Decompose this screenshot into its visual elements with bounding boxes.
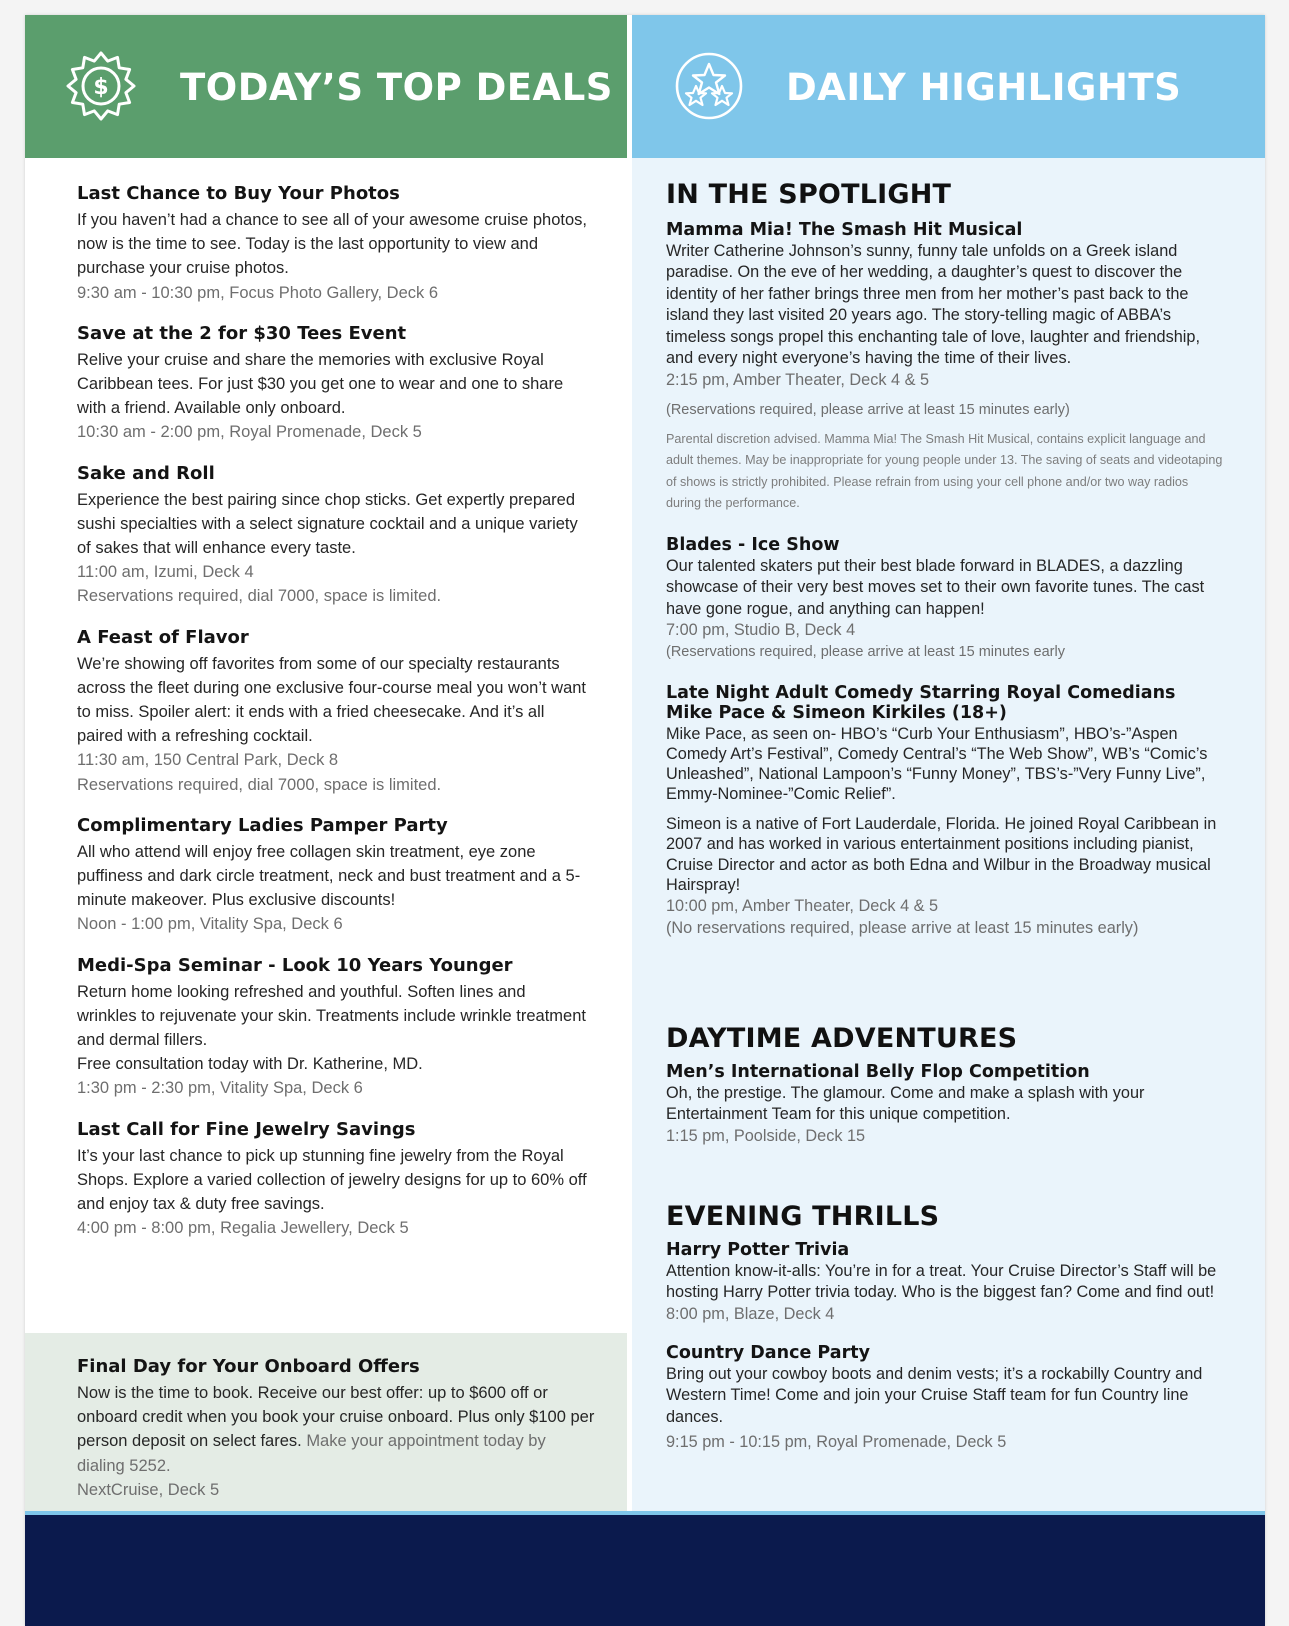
deal-item bbox=[77, 626, 587, 797]
event-reservation-note: (No reservations required, please arrive at least 15 minutes early) bbox=[666, 918, 1139, 937]
daily-highlights-header bbox=[632, 15, 1265, 158]
final-offer-description bbox=[77, 1381, 597, 1478]
deal-item bbox=[77, 1118, 587, 1241]
deal-item bbox=[77, 814, 587, 937]
deal-consultation-note: Free consultation today with Dr. Katherine, MD. bbox=[77, 1055, 423, 1074]
deal-item bbox=[77, 954, 587, 1101]
event-time-location: 9:15 pm - 10:15 pm, Royal Promenade, Deck 5 bbox=[666, 1432, 1007, 1451]
deal-title: Save at the 2 for $30 Tees Event bbox=[77, 322, 407, 344]
final-offer-location: NextCruise, Deck 5 bbox=[77, 1480, 220, 1499]
svg-text:$: $ bbox=[93, 75, 109, 100]
deal-time-location: 4:00 pm - 8:00 pm, Regalia Jewellery, Deck 5 bbox=[77, 1219, 409, 1238]
final-offer-appointment: Make your appointment today by dialing 5252. bbox=[77, 1432, 546, 1475]
stars-badge-icon bbox=[674, 51, 744, 121]
deal-description: Experience the best pairing since chop sticks. Get expertly prepared sushi specialties with a select signature cocktail and a unique variety of sakes that will enhance every taste. bbox=[77, 490, 578, 558]
event-time-location: 2:15 pm, Amber Theater, Deck 4 & 5 bbox=[666, 371, 930, 390]
deal-title: Complimentary Ladies Pamper Party bbox=[77, 814, 448, 836]
event-title: Men’s International Belly Flop Competition bbox=[666, 1062, 1090, 1082]
event-title: Harry Potter Trivia bbox=[666, 1240, 850, 1260]
deal-description: Return home looking refreshed and youthful. Soften lines and wrinkles to rejuvenate your skin. Treatments include wrinkle treatment and dermal fillers. bbox=[77, 982, 586, 1050]
daily-highlights-column bbox=[632, 15, 1265, 1566]
deal-time-location: 11:00 am, Izumi, Deck 4 bbox=[77, 563, 254, 582]
deal-description: All who attend will enjoy free collagen skin treatment, eye zone puffiness and dark circle treatment, neck and bust treatment and a 5-minute makeover. Plus exclusive discounts! bbox=[77, 842, 581, 910]
spotlight-section bbox=[666, 179, 1226, 939]
deals-list bbox=[77, 182, 587, 1258]
event-title: Mamma Mia! The Smash Hit Musical bbox=[666, 220, 1023, 240]
deal-title: Medi-Spa Seminar - Look 10 Years Younger bbox=[77, 954, 513, 976]
event-title: Late Night Adult Comedy Starring Royal Comedians bbox=[666, 682, 1176, 703]
daytime-section bbox=[666, 1023, 1226, 1147]
event-reservation-note: (Reservations required, please arrive at least 15 minutes early) bbox=[666, 401, 1070, 418]
deal-title: Last Call for Fine Jewelry Savings bbox=[77, 1118, 416, 1140]
top-deals-header bbox=[25, 15, 627, 158]
deal-description: It’s your last chance to pick up stunning fine jewelry from the Royal Shops. Explore a varied collection of jewelry designs for up to 60% off and enjoy tax & duty free savings. bbox=[77, 1146, 587, 1214]
top-deals-title: TODAY’S TOP DEALS bbox=[180, 66, 613, 109]
event-description: Our talented skaters put their best blade forward in BLADES, a dazzling showcase of their very best moves set to their own favorite tunes. The cast have gone rogue, and anything can happen! bbox=[666, 556, 1205, 618]
deal-reservation-note: Reservations required, dial 7000, space is limited. bbox=[77, 775, 442, 794]
deal-reservation-note: Reservations required, dial 7000, space is limited. bbox=[77, 587, 442, 606]
top-deals-column bbox=[25, 15, 627, 1566]
deal-item bbox=[77, 322, 587, 445]
event-description: Mike Pace, as seen on- HBO’s “Curb Your Enthusiasm”, HBO’s-”Aspen Comedy Art’s Festival”, Comedy Central’s “The Web Show”, WB’s “Comic’s Unleashed”, National Lampoon’s “Funny Money”, TBS’s-”Very Funny Live”, Emmy-Nominee-”Comic Relief”. bbox=[666, 724, 1208, 803]
event-title-line2: Mike Pace & Simeon Kirkiles (18+) bbox=[666, 703, 1007, 724]
deal-time-location: Noon - 1:00 pm, Vitality Spa, Deck 6 bbox=[77, 915, 343, 934]
dollar-badge-icon bbox=[65, 50, 137, 122]
deal-item bbox=[77, 462, 587, 609]
deal-time-location: 9:30 am - 10:30 pm, Focus Photo Gallery, Deck 6 bbox=[77, 283, 439, 302]
event-title: Blades - Ice Show bbox=[666, 535, 840, 556]
deal-item bbox=[77, 182, 587, 305]
event-time-location: 8:00 pm, Blaze, Deck 4 bbox=[666, 1304, 835, 1323]
event-time-location: 10:00 pm, Amber Theater, Deck 4 & 5 bbox=[666, 896, 939, 915]
final-offer-body: Now is the time to book. Receive our best offer: up to $600 off or onboard credit when you book your cruise onboard. Plus only $100 per person deposit on select fares. bbox=[77, 1384, 595, 1451]
deal-time-location: 11:30 am, 150 Central Park, Deck 8 bbox=[77, 751, 339, 770]
event-time-location: 1:15 pm, Poolside, Deck 15 bbox=[666, 1126, 866, 1145]
daytime-heading: DAYTIME ADVENTURES bbox=[666, 1023, 1018, 1054]
footer-bar bbox=[25, 1515, 1265, 1626]
deal-title: Last Chance to Buy Your Photos bbox=[77, 183, 400, 204]
event-reservation-note: (Reservations required, please arrive at least 15 minutes early bbox=[666, 643, 1065, 660]
evening-heading: EVENING THRILLS bbox=[666, 1201, 940, 1232]
daily-highlights-title: DAILY HIGHLIGHTS bbox=[786, 66, 1182, 109]
deal-description: We’re showing off favorites from some of our specialty restaurants across the fleet during one exclusive four-course meal you won’t want to miss. Spoiler alert: it ends with a fried cheesecake. And it’s all paired with a refreshing cocktail. bbox=[77, 654, 587, 746]
deal-description: If you haven’t had a chance to see all of your awesome cruise photos, now is the time to see. Today is the last opportunity to view and purchase your cruise photos. bbox=[77, 211, 587, 278]
deal-time-location: 10:30 am - 2:00 pm, Royal Promenade, Deck 5 bbox=[77, 423, 422, 442]
flyer-page bbox=[25, 15, 1265, 1626]
spotlight-heading: IN THE SPOTLIGHT bbox=[666, 179, 952, 210]
event-description: Writer Catherine Johnson’s sunny, funny tale unfolds on a Greek island paradise. On the eve of her wedding, a daughter’s quest to discover the identity of her father brings three men from her mother’s past back to the island they last visited 20 years ago. The story-telling magic of ABBA’s timeless songs propel this enchanting tale of love, laughter and friendship, and every night everyone’s having the time of their lives. bbox=[666, 241, 1200, 368]
evening-section bbox=[666, 1201, 1226, 1453]
deal-title: Sake and Roll bbox=[77, 462, 215, 484]
event-disclaimer: Parental discretion advised. Mamma Mia! The Smash Hit Musical, contains explicit language and adult themes. May be inappropriate for young people under 13. The saving of seats and videotaping of shows is strictly prohibited. Please refrain from using your cell phone and/or two way radios during the performance. bbox=[666, 431, 1223, 511]
event-description: Attention know-it-alls: You’re in for a treat. Your Cruise Director’s Staff will be hosting Harry Potter trivia today. Who is the biggest fan? Come and find out! bbox=[666, 1261, 1217, 1302]
final-offer-title: Final Day for Your Onboard Offers bbox=[77, 1356, 420, 1377]
deal-title: A Feast of Flavor bbox=[77, 626, 249, 648]
deal-description: Relive your cruise and share the memories with exclusive Royal Caribbean tees. For just $30 you get one to wear and one to share with a friend. Available only onboard. bbox=[77, 350, 564, 418]
event-description-2: Simeon is a native of Fort Lauderdale, Florida. He joined Royal Caribbean in 2007 and has worked in various entertainment positions including pianist, Cruise Director and actor as both Edna and Wilbur in the Broadway musical Hairspray! bbox=[666, 814, 1217, 895]
event-description: Oh, the prestige. The glamour. Come and make a splash with your Entertainment Team for this unique competition. bbox=[666, 1083, 1145, 1124]
event-title: Country Dance Party bbox=[666, 1343, 870, 1364]
event-description: Bring out your cowboy boots and denim vests; it’s a rockabilly Country and Western Time! Come and join your Cruise Staff team for fun Country line dances. bbox=[666, 1364, 1203, 1426]
event-time-location: 7:00 pm, Studio B, Deck 4 bbox=[666, 621, 856, 640]
deal-time-location: 1:30 pm - 2:30 pm, Vitality Spa, Deck 6 bbox=[77, 1079, 363, 1098]
